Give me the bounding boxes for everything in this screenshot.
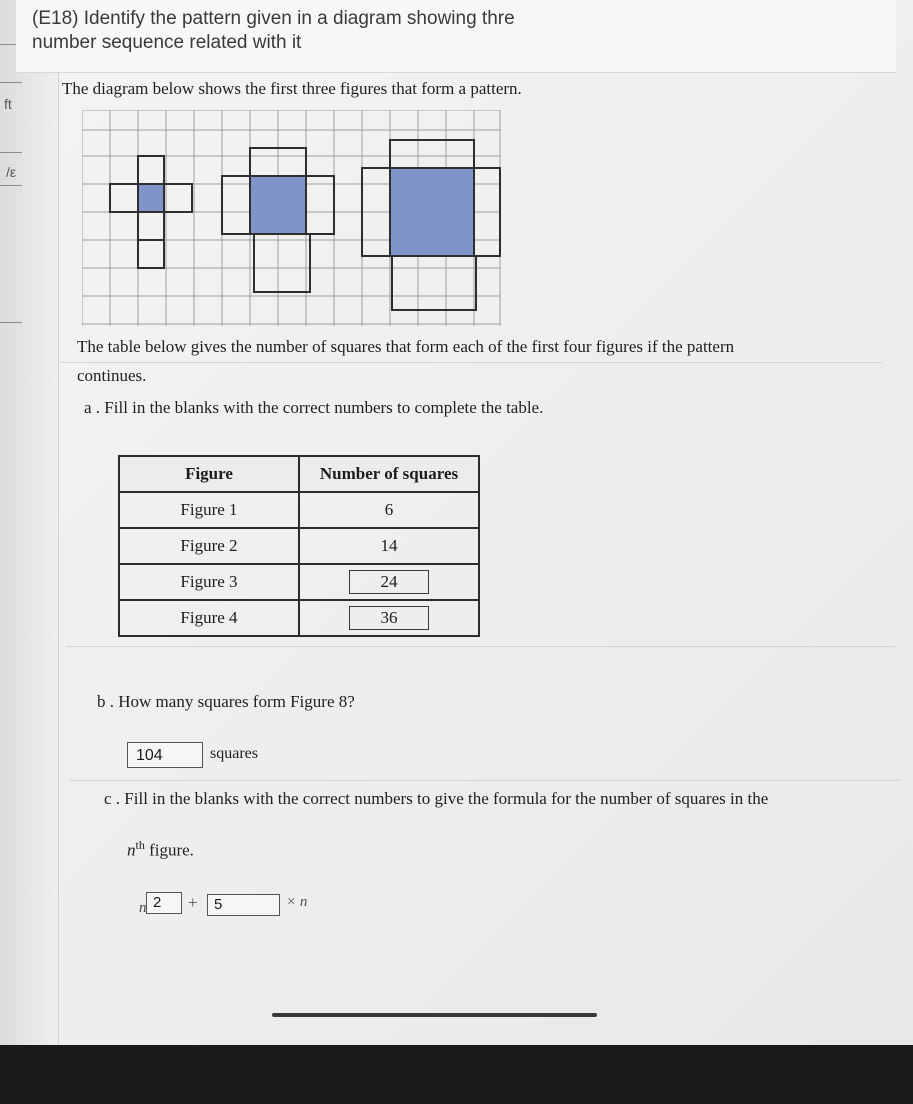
figure-cell: Figure 2 xyxy=(119,528,299,564)
formula-base: n xyxy=(139,900,147,916)
formula-times-n: × n xyxy=(286,894,308,910)
figure-cell: Figure 4 xyxy=(119,600,299,636)
question-subtitle: number sequence related with it xyxy=(32,32,302,53)
bottom-indicator xyxy=(272,1013,597,1017)
header-figure: Figure xyxy=(119,456,299,492)
answer-cell xyxy=(299,564,479,600)
side-divider xyxy=(0,322,22,323)
part-a-label: a . xyxy=(84,398,101,417)
part-b-unit: squares xyxy=(210,745,258,762)
figure-3 xyxy=(362,140,500,310)
exponent-input[interactable]: 2 xyxy=(146,892,182,914)
part-c-text2: figure. xyxy=(149,840,194,860)
answer-input-figure-3[interactable]: 24 xyxy=(349,570,429,594)
answer-cell xyxy=(299,600,479,636)
table-header-row xyxy=(119,456,479,492)
pattern-diagram xyxy=(82,110,502,328)
header-number-of-squares: Number of squares xyxy=(299,456,479,492)
coefficient-input[interactable]: 5 xyxy=(207,894,280,916)
table-row xyxy=(119,564,479,600)
table-intro-line2: continues. xyxy=(77,366,147,385)
divider xyxy=(60,362,882,363)
answer-input-part-b[interactable]: 104 xyxy=(127,742,203,768)
nth-variable: n xyxy=(127,840,136,860)
squares-table xyxy=(118,455,480,637)
part-a-text: Fill in the blanks with the correct numbers to complete the table. xyxy=(104,398,544,417)
side-divider xyxy=(0,185,22,186)
figure-2-shaded xyxy=(250,176,306,234)
part-b xyxy=(97,692,355,712)
value-cell: 6 xyxy=(299,492,479,528)
nth-superscript: th xyxy=(135,838,145,852)
table-intro-line1: The table below gives the number of squares that form each of the first four figures if the pattern xyxy=(77,337,735,356)
figure-cell: Figure 3 xyxy=(119,564,299,600)
figure-1-shaded xyxy=(138,184,164,211)
part-c-text: Fill in the blanks with the correct numbers to give the formula for the number of squares in the xyxy=(124,789,769,808)
table-row xyxy=(119,492,479,528)
part-c xyxy=(104,789,768,809)
part-c-line2 xyxy=(127,838,194,861)
side-divider xyxy=(0,152,22,153)
answer-input-figure-4[interactable]: 36 xyxy=(349,606,429,630)
question-title: (E18) Identify the pattern given in a diagram showing thre xyxy=(32,8,515,29)
figure-1 xyxy=(110,156,192,268)
side-fragment-a: ft xyxy=(4,96,12,112)
figure-cell: Figure 1 xyxy=(119,492,299,528)
side-fragment-b: /ε xyxy=(6,164,17,180)
part-c-label: c . xyxy=(104,789,121,808)
divider xyxy=(70,780,900,781)
part-a xyxy=(84,398,543,418)
intro-text: The diagram below shows the first three figures that form a pattern. xyxy=(62,79,522,98)
divider xyxy=(66,646,896,647)
value-cell: 14 xyxy=(299,528,479,564)
part-b-text: How many squares form Figure 8? xyxy=(118,692,355,711)
side-divider xyxy=(0,82,22,83)
formula-plus: + xyxy=(188,893,198,912)
left-panel xyxy=(0,0,59,1045)
table-row xyxy=(119,600,479,636)
part-b-label: b . xyxy=(97,692,114,711)
table-row xyxy=(119,528,479,564)
figure-3-shaded xyxy=(390,168,474,256)
